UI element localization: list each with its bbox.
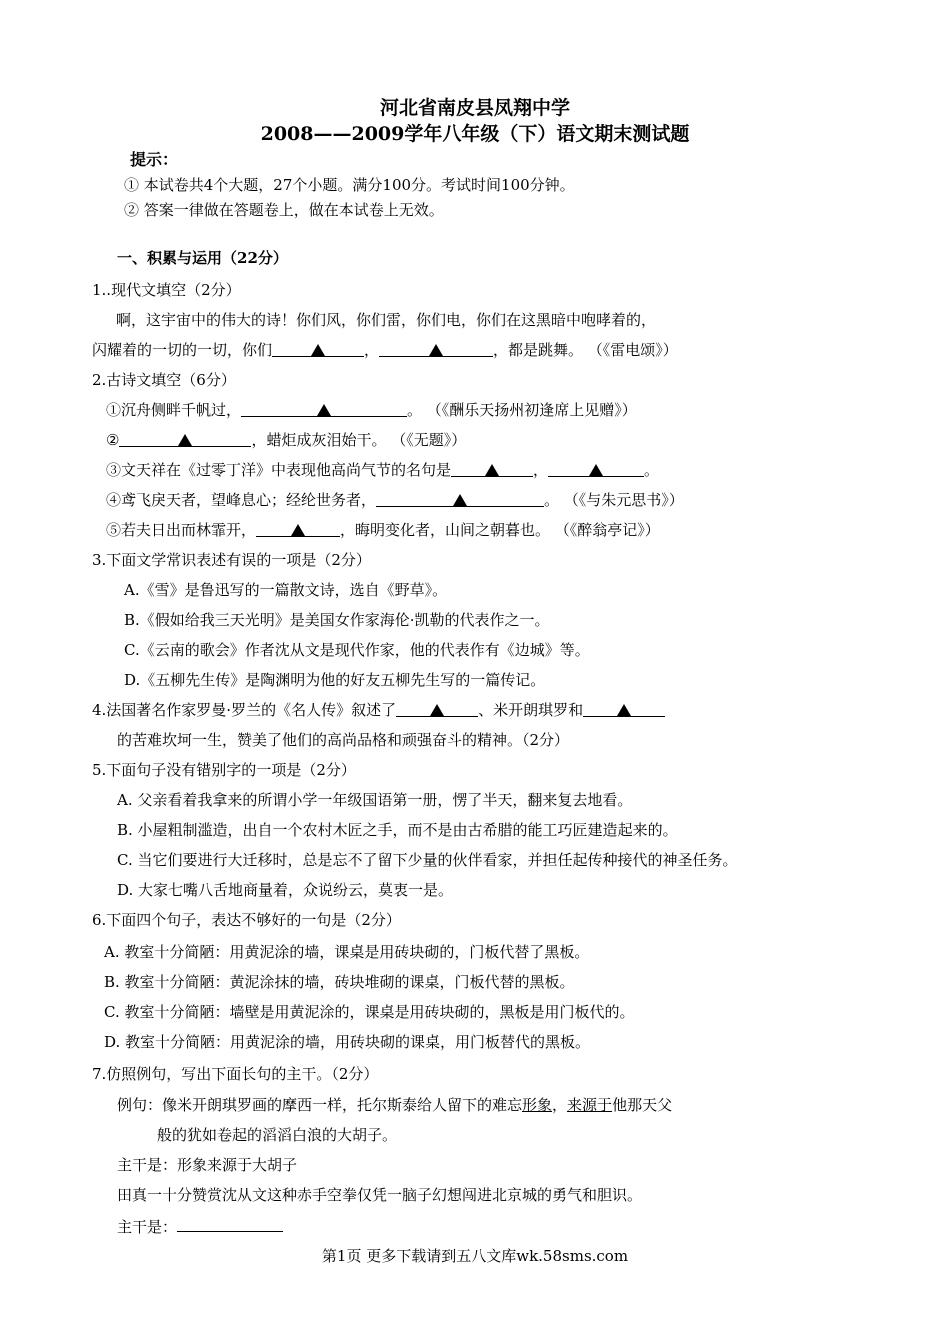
- text: ，: [364, 341, 380, 359]
- text: ，: [533, 461, 549, 479]
- question-2-item: [106, 400, 637, 420]
- question-2-item: [106, 460, 659, 480]
- tip-item: ② 答案一律做在答题卷上，做在本试卷上无效。: [124, 201, 444, 219]
- text: ②: [106, 431, 120, 449]
- question-2-item: [106, 520, 660, 540]
- option: A. 教室十分简陋：用黄泥涂的墙，课桌是用砖块砌的，门板代替了黑板。: [104, 943, 590, 961]
- answer-blank[interactable]: [396, 700, 478, 717]
- question-2-item: [106, 430, 466, 450]
- text: 。 （《与朱元思书》）: [544, 491, 684, 509]
- text: 。: [644, 461, 660, 479]
- triangle-icon: [291, 524, 305, 536]
- text: ④鸢飞戾天者，望峰息心；经纶世务者，: [106, 491, 377, 509]
- option: C. 当它们要进行大迁移时，总是忘不了留下少量的伙伴看家，并担任起传种接代的神圣任务。: [117, 851, 738, 869]
- exam-title: 2008——2009学年八年级（下）语文期末测试题: [260, 123, 690, 145]
- text: 他那天父: [612, 1096, 673, 1114]
- triangle-icon: [485, 464, 499, 476]
- option: B. 小屋粗制滥造，出自一个农村木匠之手，而不是由古希腊的能工巧匠建造起来的。: [117, 821, 678, 839]
- example-sentence: 般的犹如卷起的滔滔白浪的大胡子。: [157, 1126, 398, 1144]
- text: ，蜡炬成灰泪始干。 （《无题》）: [251, 431, 467, 449]
- question-2-stem: 2.古诗文填空（6分）: [92, 371, 236, 389]
- answer-blank[interactable]: [272, 340, 364, 357]
- option: D. 教室十分简陋：用黄泥涂的墙，用砖块砌的课桌，用门板替代的黑板。: [104, 1033, 591, 1051]
- option: D.《五柳先生传》是陶渊明为他的好友五柳先生写的一篇传记。: [124, 671, 546, 689]
- tips-label: 提示：: [130, 150, 179, 169]
- option: C.《云南的歌会》作者沈从文是现代作家，他的代表作有《边城》等。: [124, 641, 590, 659]
- triangle-icon: [311, 344, 325, 356]
- question-7-stem: 7.仿照例句，写出下面长句的主干。（2分）: [92, 1065, 379, 1083]
- option: C. 教室十分简陋：墙壁是用黄泥涂的，课桌是用砖块砌的，黑板是用门板代的。: [104, 1003, 635, 1021]
- school-title: 河北省南皮县凤翔中学: [379, 97, 570, 119]
- underlined-word: 来源于: [567, 1096, 613, 1114]
- answer-label: 主干是：: [117, 1218, 178, 1236]
- question-4-text: 的苦难坎坷一生，赞美了他们的高尚品格和顽强奋斗的精神。（2分）: [117, 731, 570, 749]
- text: ③文天祥在《过零丁洋》中表现他高尚气节的名句是: [106, 461, 452, 479]
- text: ，晦明变化者，山间之朝暮也。 （《醉翁亭记》）: [340, 521, 660, 539]
- option: A.《雪》是鲁迅写的一篇散文诗，选自《野草》。: [124, 581, 448, 599]
- question-1-text: 啊，这宇宙中的伟大的诗！你们风，你们雷，你们电，你们在这黑暗中咆哮着的，: [116, 311, 657, 329]
- option: B. 教室十分简陋：黄泥涂抹的墙，砖块堆砌的课桌，门板代替的黑板。: [104, 973, 575, 991]
- triangle-icon: [317, 404, 331, 416]
- question-5-stem: 5.下面句子没有错别字的一项是（2分）: [92, 761, 356, 779]
- triangle-icon: [178, 434, 192, 446]
- answer-blank[interactable]: [583, 700, 665, 717]
- answer-blank[interactable]: [241, 400, 407, 417]
- question-4-text: [92, 700, 665, 720]
- triangle-icon: [453, 494, 467, 506]
- answer-blank[interactable]: [379, 340, 493, 357]
- text: 例句：像米开朗琪罗画的摩西一样，托尔斯泰给人留下的难忘: [117, 1096, 523, 1114]
- answer-blank[interactable]: [376, 490, 544, 507]
- triangle-icon: [430, 704, 444, 716]
- question-1-stem: 1..现代文填空（2分）: [92, 281, 241, 299]
- answer-blank[interactable]: [451, 460, 533, 477]
- triangle-icon: [617, 704, 631, 716]
- answer-line: [117, 1215, 283, 1237]
- question-6-stem: 6.下面四个句子，表达不够好的一句是（2分）: [92, 911, 401, 929]
- question-2-item: [106, 490, 684, 510]
- option: A. 父亲看着我拿来的所谓小学一年级国语第一册，愣了半天，翻来复去地看。: [117, 791, 633, 809]
- triangle-icon: [589, 464, 603, 476]
- option: D. 大家七嘴八舌地商量着，众说纷云，莫衷一是。: [117, 881, 454, 899]
- answer-blank[interactable]: [548, 460, 644, 477]
- underlined-word: 形象: [522, 1096, 553, 1114]
- text: ⑤若夫日出而林霏开，: [106, 521, 257, 539]
- example-answer: 主干是：形象来源于大胡子: [117, 1156, 298, 1174]
- text: 闪耀着的一切的一切，你们: [92, 341, 273, 359]
- text: 、米开朗琪罗和: [478, 701, 584, 719]
- text: ①沉舟侧畔千帆过，: [106, 401, 242, 419]
- question-3-stem: 3.下面文学常识表述有误的一项是（2分）: [92, 551, 371, 569]
- option: B.《假如给我三天光明》是美国女作家海伦·凯勒的代表作之一。: [124, 611, 550, 629]
- example-sentence: [117, 1095, 672, 1115]
- page-footer: 第1页 更多下载请到五八文库wk.58sms.com: [321, 1247, 629, 1265]
- text: ，: [552, 1096, 568, 1114]
- answer-blank[interactable]: [177, 1215, 283, 1232]
- triangle-icon: [429, 344, 443, 356]
- text: 。 （《酬乐天扬州初逢席上见赠》）: [407, 401, 637, 419]
- tip-item: ① 本试卷共4个大题，27个小题。满分100分。考试时间100分钟。: [124, 176, 575, 194]
- section-heading: 一、积累与运用（22分）: [117, 249, 288, 267]
- answer-blank[interactable]: [256, 520, 340, 537]
- question-7-sentence: 田真一十分赞赏沈从文这种赤手空拳仅凭一脑子幻想闯进北京城的勇气和胆识。: [117, 1186, 643, 1204]
- text: ，都是跳舞。 （《雷电颂》）: [493, 341, 678, 359]
- answer-blank[interactable]: [119, 430, 251, 447]
- text: 4.法国著名作家罗曼·罗兰的《名人传》叙述了: [92, 701, 397, 719]
- question-1-fill-line: [92, 340, 678, 360]
